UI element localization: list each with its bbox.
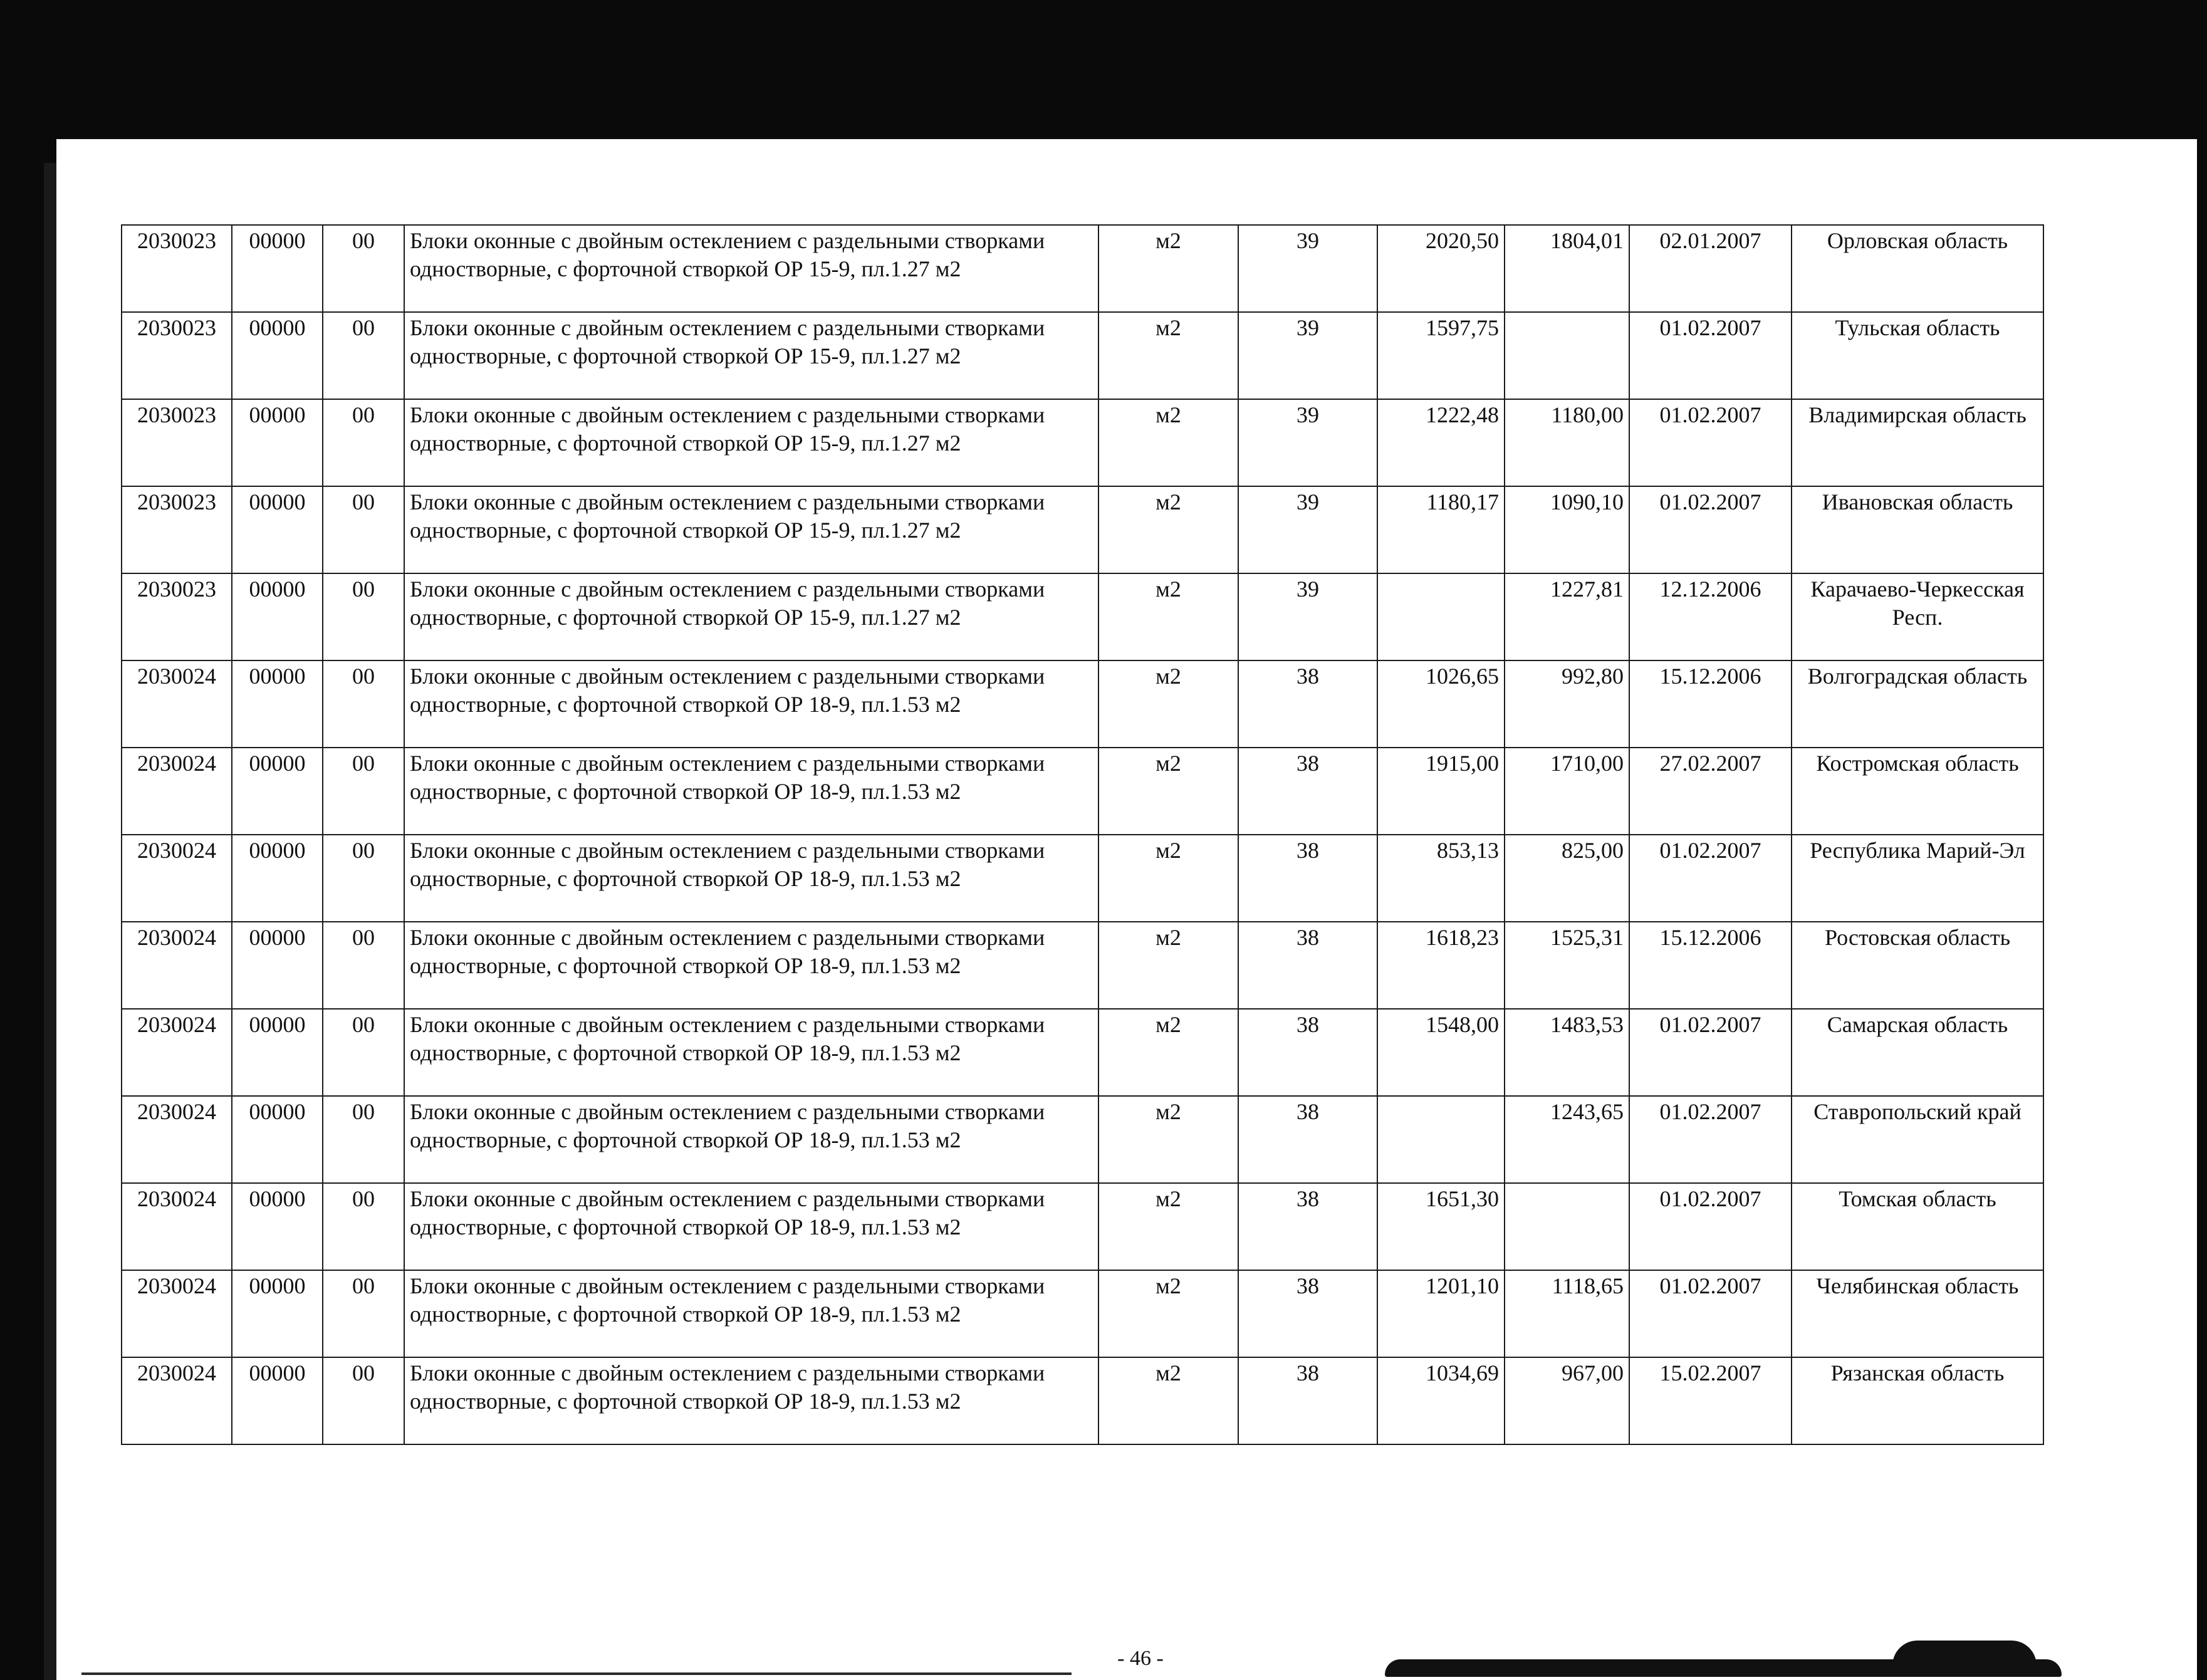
cell-date: 15.12.2006: [1629, 660, 1792, 748]
cell-region: Самарская область: [1792, 1009, 2043, 1096]
cell-price-2: 1804,01: [1505, 225, 1629, 312]
cell-unit: м2: [1098, 486, 1238, 573]
cell-code: 2030023: [122, 486, 232, 573]
table-row: [122, 399, 2043, 486]
cell-price-2: 1227,81: [1505, 573, 1629, 660]
cell-price-2: 992,80: [1505, 660, 1629, 748]
cell-price-2: [1505, 312, 1629, 399]
cell-price-2: 1710,00: [1505, 748, 1629, 835]
cell-code: 2030024: [122, 1096, 232, 1183]
cell-region: Ростовская область: [1792, 922, 2043, 1009]
cell-code: 2030024: [122, 1183, 232, 1270]
cell-subcode: 00000: [232, 1096, 323, 1183]
cell-description: Блоки оконные с двойным остеклением с раздельными створками одностворные, с форточной створкой ОР 18-9, пл.1.53 м2: [404, 1096, 1098, 1183]
cell-description: Блоки оконные с двойным остеклением с раздельными створками одностворные, с форточной створкой ОР 18-9, пл.1.53 м2: [404, 1270, 1098, 1357]
cell-unit: м2: [1098, 1183, 1238, 1270]
cell-region: Орловская область: [1792, 225, 2043, 312]
price-table: [121, 224, 2044, 1445]
cell-description: Блоки оконные с двойным остеклением с раздельными створками одностворные, с форточной створкой ОР 18-9, пл.1.53 м2: [404, 835, 1098, 922]
cell-date: 01.02.2007: [1629, 1096, 1792, 1183]
cell-code: 2030023: [122, 399, 232, 486]
table-row: [122, 1357, 2043, 1444]
cell-code: 2030024: [122, 835, 232, 922]
cell-subcode: 00000: [232, 1270, 323, 1357]
cell-suffix: 00: [323, 660, 404, 748]
cell-code: 2030023: [122, 225, 232, 312]
cell-suffix: 00: [323, 573, 404, 660]
cell-price-1: 1618,23: [1377, 922, 1505, 1009]
cell-price-1: 1026,65: [1377, 660, 1505, 748]
cell-number: 38: [1238, 835, 1377, 922]
cell-date: 01.02.2007: [1629, 312, 1792, 399]
cell-suffix: 00: [323, 1009, 404, 1096]
cell-unit: м2: [1098, 399, 1238, 486]
cell-suffix: 00: [323, 399, 404, 486]
cell-price-2: 1118,65: [1505, 1270, 1629, 1357]
cell-suffix: 00: [323, 1183, 404, 1270]
cell-region: Республика Марий-Эл: [1792, 835, 2043, 922]
cell-number: 38: [1238, 1270, 1377, 1357]
cell-subcode: 00000: [232, 573, 323, 660]
cell-region: Ивановская область: [1792, 486, 2043, 573]
scan-edge-shadow: [44, 163, 56, 1680]
cell-price-1: 1034,69: [1377, 1357, 1505, 1444]
cell-price-2: 1090,10: [1505, 486, 1629, 573]
cell-date: 01.02.2007: [1629, 399, 1792, 486]
table-row: [122, 660, 2043, 748]
cell-region: Томская область: [1792, 1183, 2043, 1270]
cell-suffix: 00: [323, 1357, 404, 1444]
cell-code: 2030024: [122, 922, 232, 1009]
table-row: [122, 922, 2043, 1009]
cell-price-1: 1201,10: [1377, 1270, 1505, 1357]
cell-unit: м2: [1098, 1009, 1238, 1096]
cell-unit: м2: [1098, 573, 1238, 660]
table-row: [122, 573, 2043, 660]
cell-region: Владимирская область: [1792, 399, 2043, 486]
cell-number: 38: [1238, 922, 1377, 1009]
cell-date: 01.02.2007: [1629, 835, 1792, 922]
table-row: [122, 312, 2043, 399]
cell-region: Костромская область: [1792, 748, 2043, 835]
cell-date: 15.02.2007: [1629, 1357, 1792, 1444]
cell-description: Блоки оконные с двойным остеклением с раздельными створками одностворные, с форточной створкой ОР 18-9, пл.1.53 м2: [404, 1183, 1098, 1270]
cell-number: 38: [1238, 1183, 1377, 1270]
cell-region: Тульская область: [1792, 312, 2043, 399]
cell-region: Рязанская область: [1792, 1357, 2043, 1444]
cell-description: Блоки оконные с двойным остеклением с раздельными створками одностворные, с форточной створкой ОР 15-9, пл.1.27 м2: [404, 225, 1098, 312]
cell-unit: м2: [1098, 1270, 1238, 1357]
cell-suffix: 00: [323, 1270, 404, 1357]
cell-date: 27.02.2007: [1629, 748, 1792, 835]
cell-subcode: 00000: [232, 835, 323, 922]
table-row: [122, 1096, 2043, 1183]
cell-subcode: 00000: [232, 225, 323, 312]
cell-number: 38: [1238, 660, 1377, 748]
table-body: [122, 225, 2043, 1444]
cell-price-1: [1377, 573, 1505, 660]
cell-subcode: 00000: [232, 1183, 323, 1270]
cell-subcode: 00000: [232, 748, 323, 835]
cell-suffix: 00: [323, 835, 404, 922]
cell-region: Челябинская область: [1792, 1270, 2043, 1357]
cell-date: 01.02.2007: [1629, 486, 1792, 573]
cell-region: Карачаево-Черкесская Респ.: [1792, 573, 2043, 660]
cell-suffix: 00: [323, 922, 404, 1009]
table-row: [122, 1183, 2043, 1270]
cell-description: Блоки оконные с двойным остеклением с раздельными створками одностворные, с форточной створкой ОР 18-9, пл.1.53 м2: [404, 1357, 1098, 1444]
table-row: [122, 835, 2043, 922]
cell-price-1: 1651,30: [1377, 1183, 1505, 1270]
cell-suffix: 00: [323, 486, 404, 573]
cell-number: 39: [1238, 399, 1377, 486]
cell-number: 39: [1238, 312, 1377, 399]
cell-date: 15.12.2006: [1629, 922, 1792, 1009]
cell-price-2: 1483,53: [1505, 1009, 1629, 1096]
cell-description: Блоки оконные с двойным остеклением с раздельными створками одностворные, с форточной створкой ОР 18-9, пл.1.53 м2: [404, 922, 1098, 1009]
cell-description: Блоки оконные с двойным остеклением с раздельными створками одностворные, с форточной створкой ОР 15-9, пл.1.27 м2: [404, 486, 1098, 573]
cell-price-1: 1180,17: [1377, 486, 1505, 573]
table-row: [122, 225, 2043, 312]
cell-description: Блоки оконные с двойным остеклением с раздельными створками одностворные, с форточной створкой ОР 15-9, пл.1.27 м2: [404, 312, 1098, 399]
cell-number: 39: [1238, 225, 1377, 312]
cell-date: 01.02.2007: [1629, 1183, 1792, 1270]
cell-number: 39: [1238, 486, 1377, 573]
cell-code: 2030023: [122, 312, 232, 399]
cell-suffix: 00: [323, 748, 404, 835]
cell-unit: м2: [1098, 1096, 1238, 1183]
cell-price-1: [1377, 1096, 1505, 1183]
cell-unit: м2: [1098, 312, 1238, 399]
cell-suffix: 00: [323, 1096, 404, 1183]
scan-artifact: [1892, 1641, 2037, 1666]
cell-unit: м2: [1098, 1357, 1238, 1444]
cell-description: Блоки оконные с двойным остеклением с раздельными створками одностворные, с форточной створкой ОР 15-9, пл.1.27 м2: [404, 399, 1098, 486]
cell-price-2: 1525,31: [1505, 922, 1629, 1009]
cell-number: 38: [1238, 1009, 1377, 1096]
cell-suffix: 00: [323, 225, 404, 312]
cell-unit: м2: [1098, 660, 1238, 748]
cell-number: 38: [1238, 748, 1377, 835]
cell-date: 12.12.2006: [1629, 573, 1792, 660]
cell-region: Волгоградская область: [1792, 660, 2043, 748]
cell-price-1: 2020,50: [1377, 225, 1505, 312]
cell-subcode: 00000: [232, 312, 323, 399]
cell-price-1: 1915,00: [1377, 748, 1505, 835]
cell-number: 38: [1238, 1357, 1377, 1444]
cell-subcode: 00000: [232, 399, 323, 486]
cell-date: 01.02.2007: [1629, 1270, 1792, 1357]
cell-code: 2030024: [122, 1270, 232, 1357]
cell-date: 02.01.2007: [1629, 225, 1792, 312]
cell-description: Блоки оконные с двойным остеклением с раздельными створками одностворные, с форточной створкой ОР 18-9, пл.1.53 м2: [404, 748, 1098, 835]
cell-description: Блоки оконные с двойным остеклением с раздельными створками одностворные, с форточной створкой ОР 15-9, пл.1.27 м2: [404, 573, 1098, 660]
cell-price-2: 1180,00: [1505, 399, 1629, 486]
cell-price-1: 1548,00: [1377, 1009, 1505, 1096]
cell-code: 2030024: [122, 660, 232, 748]
cell-code: 2030024: [122, 1357, 232, 1444]
cell-price-2: 825,00: [1505, 835, 1629, 922]
cell-description: Блоки оконные с двойным остеклением с раздельными створками одностворные, с форточной створкой ОР 18-9, пл.1.53 м2: [404, 1009, 1098, 1096]
cell-date: 01.02.2007: [1629, 1009, 1792, 1096]
cell-code: 2030023: [122, 573, 232, 660]
cell-description: Блоки оконные с двойным остеклением с раздельными створками одностворные, с форточной створкой ОР 18-9, пл.1.53 м2: [404, 660, 1098, 748]
cell-price-1: 1597,75: [1377, 312, 1505, 399]
cell-subcode: 00000: [232, 660, 323, 748]
cell-price-2: 1243,65: [1505, 1096, 1629, 1183]
cell-suffix: 00: [323, 312, 404, 399]
cell-code: 2030024: [122, 748, 232, 835]
cell-price-2: 967,00: [1505, 1357, 1629, 1444]
cell-code: 2030024: [122, 1009, 232, 1096]
cell-subcode: 00000: [232, 922, 323, 1009]
cell-unit: м2: [1098, 225, 1238, 312]
table-row: [122, 486, 2043, 573]
cell-price-2: [1505, 1183, 1629, 1270]
cell-unit: м2: [1098, 748, 1238, 835]
table-row: [122, 748, 2043, 835]
cell-price-1: 1222,48: [1377, 399, 1505, 486]
cell-unit: м2: [1098, 835, 1238, 922]
table-row: [122, 1009, 2043, 1096]
cell-subcode: 00000: [232, 1009, 323, 1096]
table-row: [122, 1270, 2043, 1357]
cell-subcode: 00000: [232, 1357, 323, 1444]
footer-rule: [81, 1672, 1072, 1675]
cell-number: 38: [1238, 1096, 1377, 1183]
page-number: - 46 -: [1117, 1647, 1164, 1670]
cell-region: Ставропольский край: [1792, 1096, 2043, 1183]
cell-number: 39: [1238, 573, 1377, 660]
cell-price-1: 853,13: [1377, 835, 1505, 922]
cell-subcode: 00000: [232, 486, 323, 573]
cell-unit: м2: [1098, 922, 1238, 1009]
